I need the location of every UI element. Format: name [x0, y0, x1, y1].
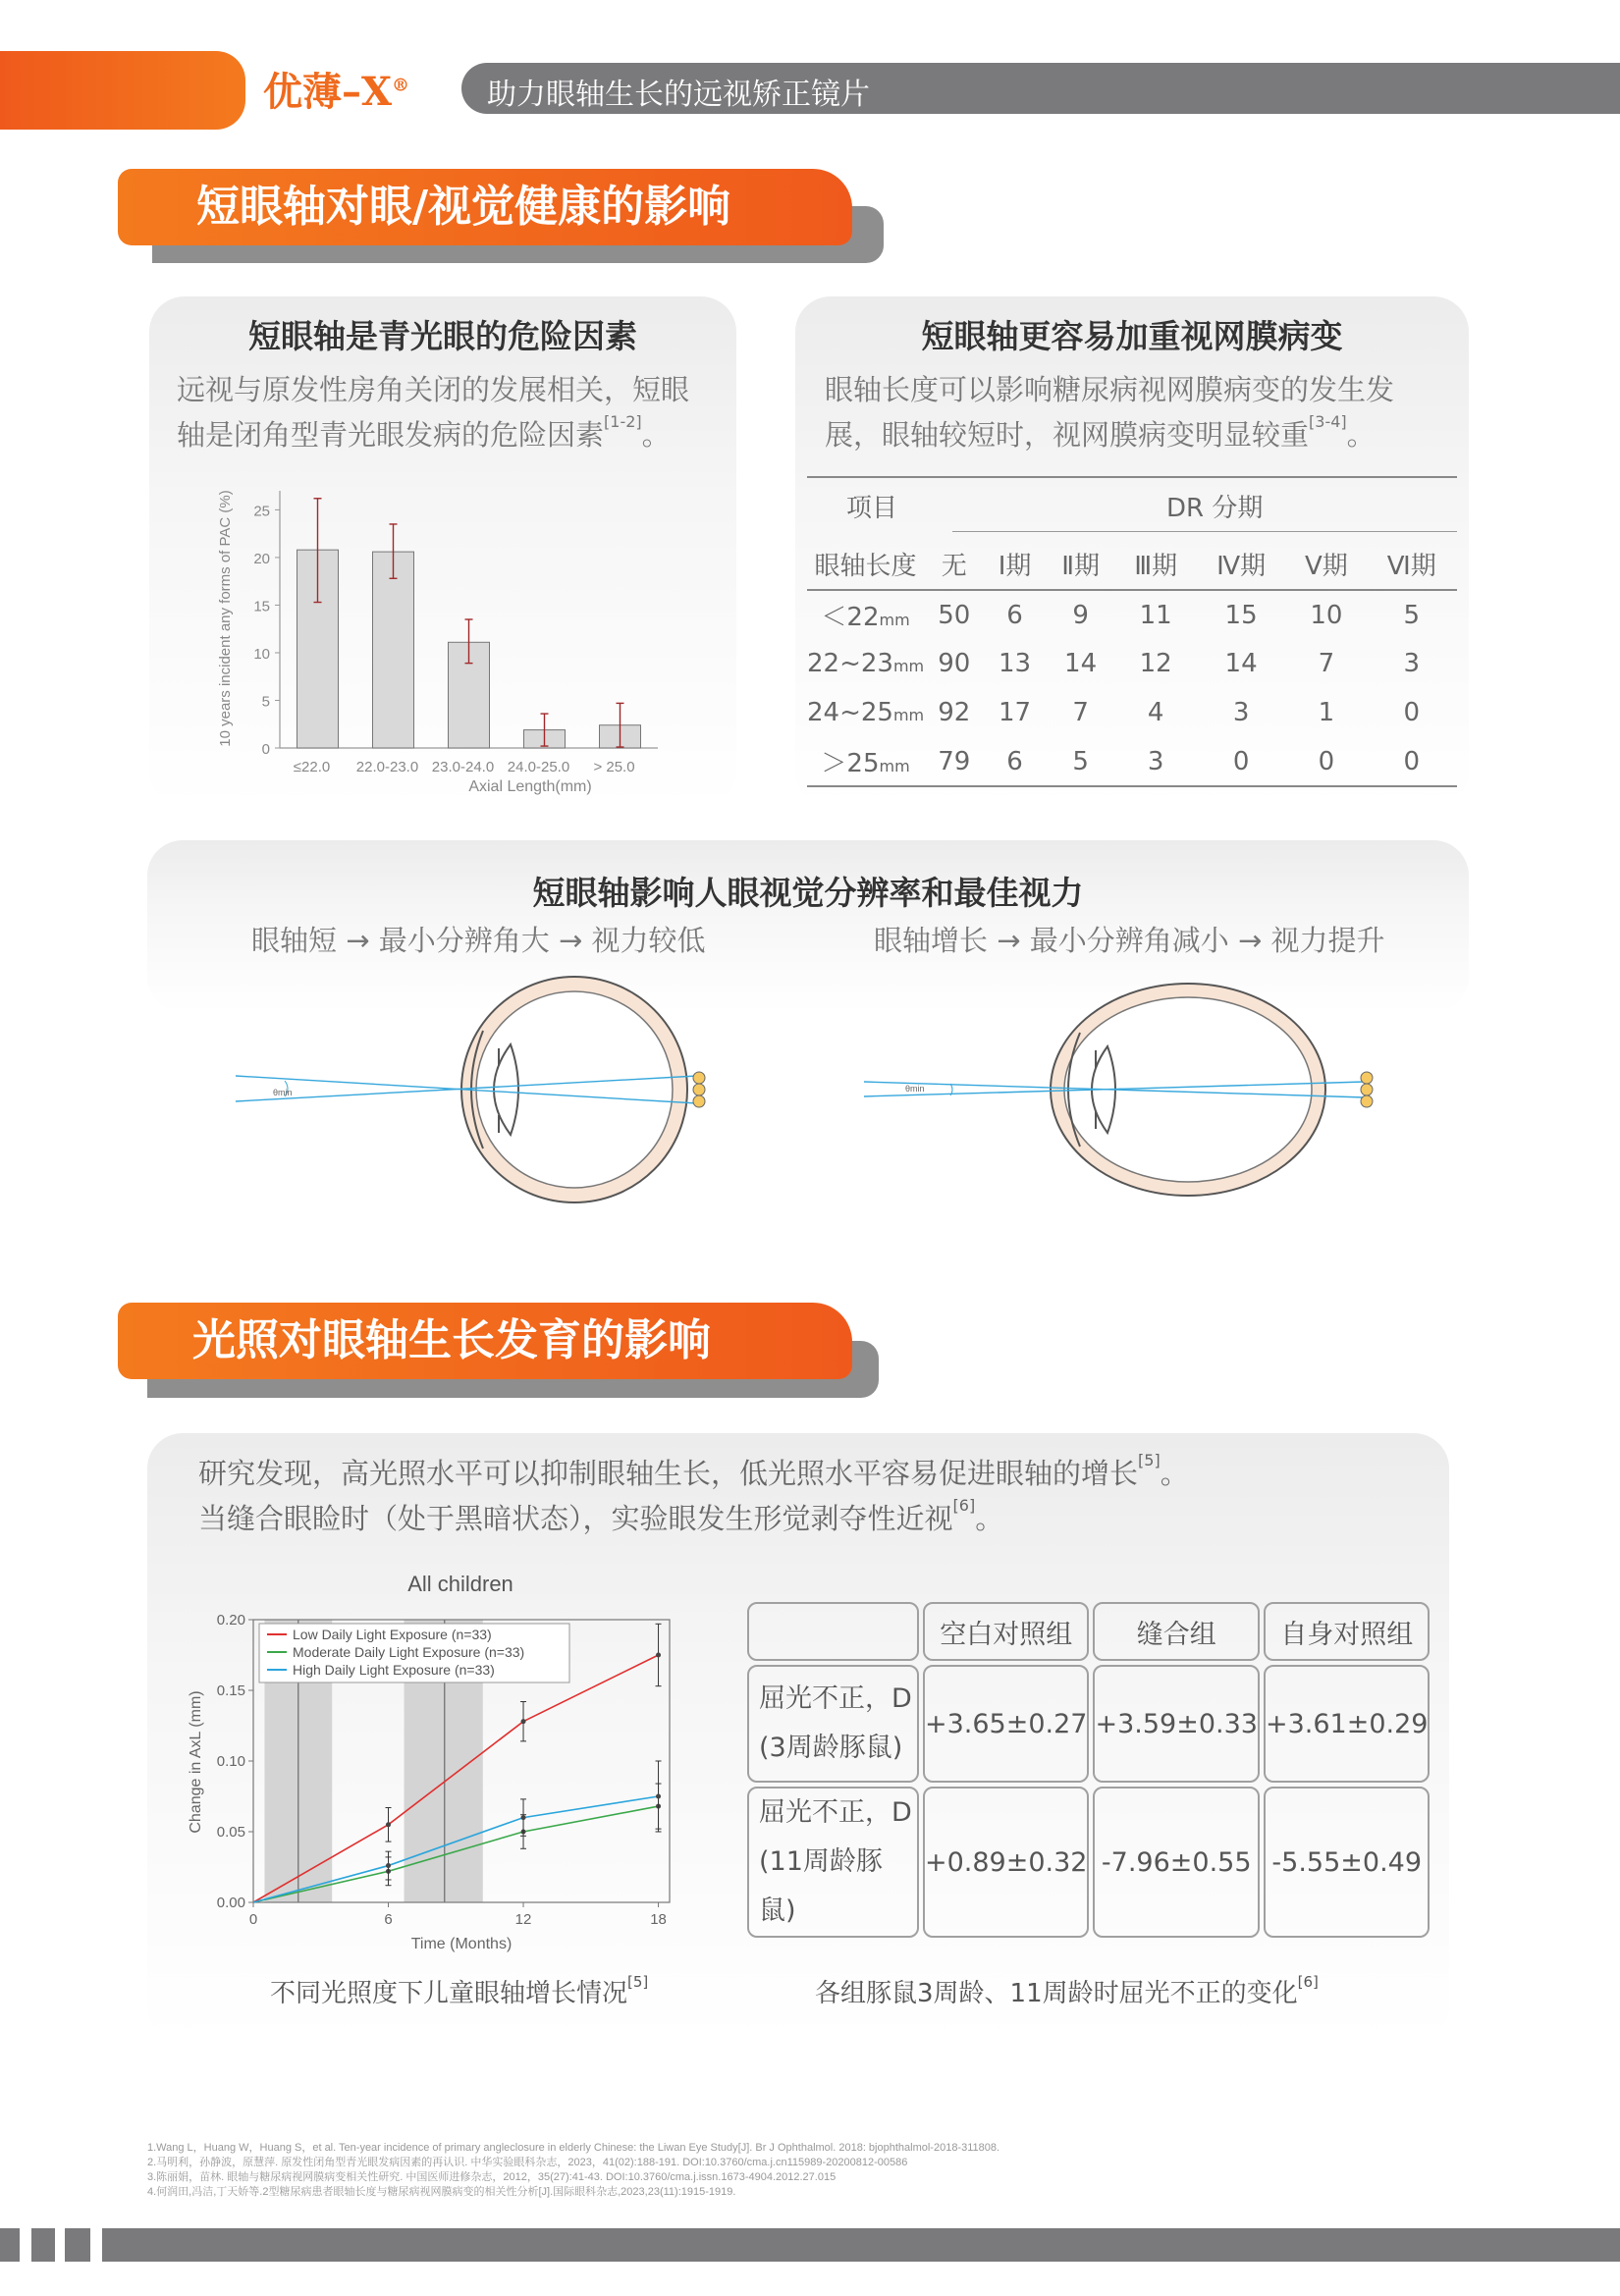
table-cell: 7	[1318, 649, 1335, 678]
dr-stage-header: 无	[941, 552, 967, 581]
dr-stage-header: Ⅰ期	[998, 552, 1032, 581]
bar	[373, 552, 414, 748]
y-tick-label: 0.05	[216, 1824, 245, 1841]
axl-line-chart	[177, 1566, 687, 1958]
caption-right: 各组豚鼠3周龄、11周龄时屈光不正的变化[6]	[815, 1973, 1319, 2008]
legend-label: Moderate Daily Light Exposure (n=33)	[293, 1644, 525, 1660]
table-cell: 90	[938, 649, 971, 678]
footer-bar	[102, 2228, 1620, 2262]
data-point	[386, 1863, 391, 1868]
table-cell: 50	[938, 600, 971, 630]
section1-title: 短眼轴对眼/视觉健康的影响	[118, 169, 852, 245]
photoreceptor-icon	[1361, 1072, 1373, 1084]
long-eye-caption: 眼轴增长 → 最小分辨角减小 → 视力提升	[874, 924, 1385, 957]
x-tick-label: ≤22.0	[293, 759, 331, 775]
x-tick-label: > 25.0	[593, 759, 635, 775]
axial-length-label: ＜22mm	[821, 603, 910, 632]
y-tick-label: 25	[253, 503, 270, 520]
table-cell: 92	[938, 698, 971, 727]
tagline: 助力眼轴生长的远视矫正镜片	[487, 78, 870, 112]
table-cell: 0	[1318, 746, 1335, 776]
table-cell: 14	[1224, 649, 1258, 678]
refraction-table-wrap	[743, 1598, 1433, 1942]
dr-row-header: 眼轴长度	[814, 552, 917, 581]
x-tick-label: 24.0-25.0	[507, 759, 570, 775]
y-tick-label: 0.10	[216, 1753, 245, 1770]
table-cell: 5	[1403, 600, 1420, 630]
dr-header-item: 项目	[846, 494, 898, 523]
dr-stage-header: Ⅴ期	[1305, 552, 1348, 581]
table-cell: 0	[1232, 746, 1250, 776]
glaucoma-card-title: 短眼轴是青光眼的危险因素	[248, 317, 637, 355]
table-cell: 10	[1310, 600, 1343, 630]
table-cell: 6	[1006, 746, 1023, 776]
photoreceptor-icon	[693, 1072, 705, 1084]
table-row	[807, 590, 1457, 639]
glaucoma-card-desc: 远视与原发性房角关闭的发展相关，短眼 轴是闭角型青光眼发病的危险因素[1-2]。	[177, 373, 690, 452]
table-cell: 13	[998, 649, 1032, 678]
table-cell: 4	[1147, 698, 1164, 727]
table-cell: 3	[1232, 698, 1250, 727]
header-suture: 缝合组	[1093, 1602, 1259, 1661]
dr-stage-header: Ⅳ期	[1216, 552, 1267, 581]
table-row	[747, 1787, 1430, 1938]
header-blank-control: 空白对照组	[923, 1602, 1089, 1661]
y-axis-label: Change in AxL (mm)	[188, 1690, 204, 1834]
light-card-desc: 研究发现，高光照水平可以抑制眼轴生长，低光照水平容易促进眼轴的增长[5]。 当缝合眼睑时（处于黑暗状态），实验眼发生形觉剥夺性近视[6]。	[198, 1451, 1189, 1535]
legend-label: Low Daily Light Exposure (n=33)	[293, 1627, 492, 1642]
caption-left: 不同光照度下儿童眼轴增长情况[5]	[270, 1973, 649, 2008]
y-tick-label: 0.20	[216, 1612, 245, 1629]
table-cell: 17	[998, 698, 1032, 727]
table-cell: 79	[938, 746, 971, 776]
x-tick-label: 0	[248, 1911, 258, 1928]
table-cell: 12	[1139, 649, 1172, 678]
long-eye-diagram	[854, 972, 1384, 1217]
table-cell: 7	[1072, 698, 1089, 727]
table-cell: 0	[1403, 698, 1420, 727]
table-row	[807, 737, 1457, 786]
table-cell: +3.65±0.27	[923, 1665, 1089, 1783]
dr-header-group: DR 分期	[1166, 494, 1264, 523]
reference-item: 3.陈丽娟，苗林. 眼轴与糖尿病视网膜病变相关性研究. 中国医师进修杂志，2012，35(27):41-43. DOI:10.3760/cma.j.issn.1673-4904.2012.27.015	[147, 2171, 837, 2183]
table-cell: +0.89±0.32	[923, 1787, 1089, 1938]
table-cell: 14	[1064, 649, 1098, 678]
y-tick-label: 0.15	[216, 1682, 245, 1699]
y-tick-label: 0	[261, 741, 270, 758]
x-tick-label: 23.0-24.0	[431, 759, 495, 775]
theta-label: θmin	[905, 1084, 925, 1094]
table-cell: 3	[1147, 746, 1164, 776]
reference-item: 4.何润田,冯洁,丁天娇等.2型糖尿病患者眼轴长度与糖尿病视网膜病变的相关性分析[J].国际眼科杂志,2023,23(11):1915-1919.	[147, 2186, 736, 2198]
y-tick-label: 5	[261, 693, 270, 711]
row-label: 屈光不正，D (11周龄豚鼠)	[747, 1787, 919, 1938]
x-tick-label: 12	[514, 1911, 532, 1928]
x-axis-label: Time (Months)	[410, 1936, 513, 1952]
refraction-table	[743, 1598, 1433, 1942]
x-tick-label: 22.0-23.0	[355, 759, 419, 775]
reference-item: 1.Wang L，Huang W，Huang S，et al. Ten-year incidence of primary angleclosure in elderly Chinese: the Liwan Eye Study[J]. Br J Ophthalmol. 2018: bjophthalmol-2018-311808.	[147, 2142, 1000, 2154]
retinopathy-card-title: 短眼轴更容易加重视网膜病变	[921, 317, 1343, 355]
y-tick-label: 0.00	[216, 1895, 245, 1911]
data-point	[521, 1815, 526, 1820]
x-tick-label: 18	[650, 1911, 667, 1928]
table-cell: 15	[1224, 600, 1258, 630]
dr-table	[807, 539, 1457, 787]
table-cell: 9	[1072, 600, 1089, 630]
data-point	[521, 1719, 526, 1724]
table-cell: -7.96±0.55	[1093, 1787, 1259, 1938]
footer-block	[31, 2228, 55, 2262]
pac-bar-chart	[206, 471, 668, 805]
table-cell: -5.55±0.49	[1264, 1787, 1430, 1938]
row-label: 屈光不正，D (3周龄豚鼠)	[747, 1665, 919, 1783]
theta-label: θmin	[273, 1088, 293, 1097]
axial-length-label: ＞25mm	[821, 749, 910, 778]
chart-title: All children	[407, 1572, 513, 1596]
retinopathy-card-desc: 眼轴长度可以影响糖尿病视网膜病变的发生发 展，眼轴较短时，视网膜病变明显较重[3-4]。	[825, 373, 1395, 452]
data-point	[656, 1794, 661, 1799]
table-cell: 5	[1072, 746, 1089, 776]
y-tick-label: 20	[253, 550, 270, 567]
x-tick-label: 6	[384, 1911, 393, 1928]
table-cell: 3	[1403, 649, 1420, 678]
x-axis-label: Axial Length(mm)	[468, 778, 592, 795]
table-row	[807, 639, 1457, 688]
header-self-control: 自身对照组	[1264, 1602, 1430, 1661]
table-cell: +3.59±0.33	[1093, 1665, 1259, 1783]
table-cell: +3.61±0.29	[1264, 1665, 1430, 1783]
axial-length-label: 24~25mm	[807, 698, 925, 727]
dr-stage-header: Ⅲ期	[1134, 552, 1178, 581]
dr-stage-header: Ⅵ期	[1386, 552, 1436, 581]
section2-title: 光照对眼轴生长发育的影响	[118, 1303, 852, 1379]
legend-label: High Daily Light Exposure (n=33)	[293, 1662, 495, 1678]
header-orange-tab	[0, 51, 245, 130]
dr-stage-header: Ⅱ期	[1061, 552, 1100, 581]
footer-block	[65, 2228, 90, 2262]
y-axis-label: 10 years incident any forms of PAC (%)	[217, 490, 234, 747]
table-cell: 0	[1403, 746, 1420, 776]
table-cell: 6	[1006, 600, 1023, 630]
table-row	[747, 1665, 1430, 1783]
references	[147, 2141, 999, 2200]
table-row	[807, 688, 1457, 737]
footer-block	[0, 2228, 20, 2262]
resolution-card-title: 短眼轴影响人眼视觉分辨率和最佳视力	[532, 874, 1084, 912]
data-point	[656, 1653, 661, 1658]
y-tick-label: 10	[253, 645, 270, 663]
table-cell: 11	[1139, 600, 1172, 630]
short-eye-diagram	[226, 972, 736, 1217]
data-point	[386, 1822, 391, 1827]
brand-logo: 优薄–X®	[263, 69, 410, 115]
y-tick-label: 15	[253, 598, 270, 615]
table-cell: 1	[1318, 698, 1335, 727]
axial-length-label: 22~23mm	[807, 649, 925, 678]
short-eye-caption: 眼轴短 → 最小分辨角大 → 视力较低	[251, 924, 706, 957]
reference-item: 2.马明利，孙静波，原慧萍. 原发性闭角型青光眼发病因素的再认识. 中华实验眼科杂志，2023，41(02):188-191. DOI:10.3760/cma.j.cn115989-20200812-00586	[147, 2157, 908, 2168]
